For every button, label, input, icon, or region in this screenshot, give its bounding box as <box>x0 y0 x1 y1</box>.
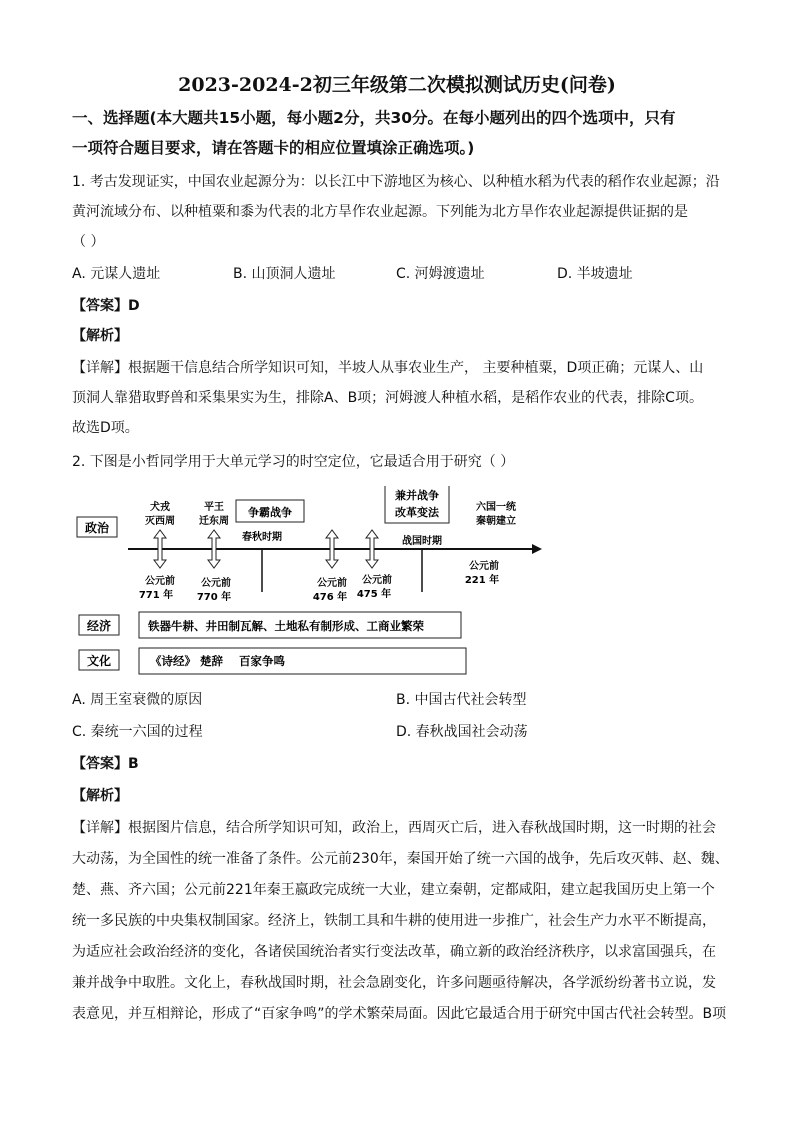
culture-content: 《诗经》 楚辞 百家争鸣 <box>150 654 286 668</box>
culture-label: 文化 <box>86 654 112 668</box>
q1-detail-line3: 故选D项。 <box>72 420 139 436</box>
section-heading-line2: 一项符合题目要求，请在答题卡的相应位置填涂正确选项。) <box>72 139 475 157</box>
date-770-line1: 公元前 <box>201 578 231 589</box>
timeline-diagram <box>72 486 552 686</box>
q1-detail-line2: 顶洞人靠猎取野兽和采集果实为生，排除A、B项；河姆渡人种植水稻，是稻作农业的代表，排除C项。 <box>72 390 703 406</box>
date-475-line1: 公元前 <box>362 575 392 586</box>
date-476-line1: 公元前 <box>317 578 347 589</box>
q1-option-d: D. 半坡遗址 <box>557 266 633 282</box>
date-771-line1: 公元前 <box>145 576 175 587</box>
event-pingwang-line2: 迁东周 <box>199 516 229 527</box>
date-770-line2: 770 年 <box>196 592 232 603</box>
q1-stem-line2: 黄河流域分布、以种植粟和黍为代表的北方旱作农业起源。下列能为北方旱作农业起源提供证据的是 <box>72 204 688 220</box>
q2-analysis-label: 【解析】 <box>72 788 128 804</box>
q1-option-b: B. 山顶洞人遗址 <box>233 266 336 282</box>
q2-option-b: B. 中国古代社会转型 <box>396 692 527 708</box>
q2-detail-line4: 统一多民族的中央集权制国家。经济上，铁制工具和牛耕的使用进一步推广，社会生产力水平不断提高， <box>72 913 716 929</box>
economy-content: 铁器牛耕、井田制瓦解、土地私有制形成、工商业繁荣 <box>148 619 424 633</box>
q1-stem-line1: 1. 考古发现证实，中国农业起源分为：以长江中下游地区为核心、以种植水稻为代表的稻作农业起源；沿 <box>72 174 720 190</box>
economy-label: 经济 <box>86 619 112 633</box>
box-zhengba-label: 争霸战争 <box>248 506 292 519</box>
q2-detail-line2: 大动荡，为全国性的统一准备了条件。公元前230年，秦国开始了统一六国的战争，先后攻灭韩、赵、魏、 <box>72 851 729 867</box>
q2-detail-line7: 表意见，并互相辩论，形成了“百家争鸣”的学术繁荣局面。因此它最适合用于研究中国古代社会转型。B项 <box>72 1006 727 1022</box>
event-quanrong-line1: 犬戎 <box>150 502 170 513</box>
period-chunqiu: 春秋时期 <box>242 532 282 543</box>
q2-option-c: C. 秦统一六国的过程 <box>72 724 203 740</box>
period-zhanguo: 战国时期 <box>402 536 442 547</box>
event-pingwang-line1: 平王 <box>204 502 224 513</box>
event-quanrong-line2: 灭西周 <box>145 516 175 527</box>
q2-option-d: D. 春秋战国社会动荡 <box>396 724 528 740</box>
page-title: 2023-2024-2初三年级第二次模拟测试历史(问卷) <box>178 74 616 96</box>
date-771-line2: 771 年 <box>138 590 174 601</box>
q2-detail-line5: 为适应社会政治经济的变化，各诸侯国统治者实行变法改革，确立新的政治经济秩序，以求富国强兵，在 <box>72 944 716 960</box>
date-221-line1: 公元前 <box>469 561 499 572</box>
q2-option-a: A. 周王室衰微的原因 <box>72 692 203 708</box>
q2-answer: 【答案】B <box>72 756 139 772</box>
q1-analysis-label: 【解析】 <box>72 328 128 344</box>
section-heading-line1: 一、选择题(本大题共15小题，每小题2分，共30分。在每小题列出的四个选项中，只有 <box>72 109 676 127</box>
box-jianbing-line2: 改革变法 <box>395 506 439 519</box>
q2-stem: 2. 下图是小哲同学用于大单元学习的时空定位，它最适合用于研究（ ） <box>72 454 515 470</box>
event-unify-line1: 六国一统 <box>476 502 516 513</box>
politics-label: 政治 <box>84 521 110 535</box>
box-jianbing-line1: 兼并战争 <box>395 489 439 502</box>
q1-option-c: C. 河姆渡遗址 <box>396 266 485 282</box>
q2-detail-line6: 兼并战争中取胜。文化上，春秋战国时期，社会急剧变化，许多问题亟待解决，各学派纷纷著书立说，发 <box>72 975 716 991</box>
q1-stem-line3: （ ） <box>72 234 105 250</box>
date-221-line2: 221 年 <box>464 575 500 586</box>
event-unify-line2: 秦朝建立 <box>476 516 516 527</box>
date-476-line2: 476 年 <box>312 592 348 603</box>
q2-detail-line1: 【详解】根据图片信息，结合所学知识可知，政治上，西周灭亡后，进入春秋战国时期，这一时期的社会 <box>72 820 716 836</box>
date-475-line2: 475 年 <box>356 589 392 600</box>
q1-detail-line1: 【详解】根据题干信息结合所学知识可知，半坡人从事农业生产， 主要种植粟，D项正确；元谋人、山 <box>72 360 704 376</box>
timeline-arrowhead <box>532 544 542 554</box>
q2-detail-line3: 楚、燕、齐六国；公元前221年秦王嬴政完成统一大业，建立秦朝，定都咸阳，建立起我国历史上第一个 <box>72 882 715 898</box>
q1-option-a: A. 元谋人遗址 <box>72 266 161 282</box>
q1-answer: 【答案】D <box>72 298 140 314</box>
